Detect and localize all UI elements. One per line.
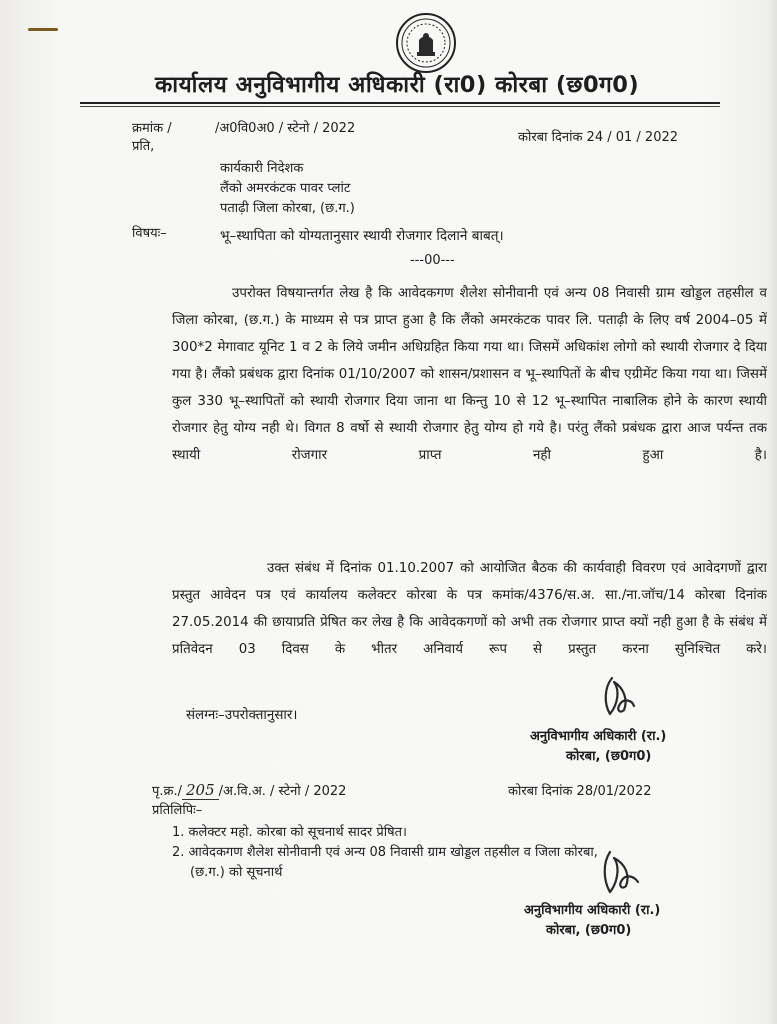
copy-reference — [152, 781, 346, 799]
handwritten-signature-icon — [598, 674, 638, 720]
copy-ref-suffix: /अ.वि.अ. / स्टेनो / 2022 — [218, 784, 347, 799]
signatory-place-2: कोरबा, (छ0ग0) — [546, 923, 632, 938]
signatory-designation-1: अनुविभागीय अधिकारी (रा.) — [530, 729, 667, 744]
subject-label: विषयः– — [132, 226, 167, 241]
body-paragraph-2 — [172, 555, 767, 695]
copy-item-2-cont: (छ.ग.) को सूचनार्थ — [190, 865, 283, 880]
government-emblem-icon — [395, 12, 457, 74]
copy-label: प्रतिलिपिः– — [152, 803, 203, 818]
copy-ref-prefix: पृ.क्र./ — [152, 784, 183, 799]
pen-mark — [28, 28, 58, 31]
recipient-line-2: लैंको अमरकंटक पावर प्लांट — [220, 181, 351, 196]
office-title: कार्यालय अनुविभागीय अधिकारी (रा0) कोरबा (छ0ग0) — [155, 72, 640, 98]
recipient-line-1: कार्यकारी निदेशक — [220, 161, 304, 176]
kramank-label: क्रमांक / — [132, 121, 172, 136]
header-divider — [80, 102, 720, 104]
copy-item-2: 2. आवेदकगण शैलेश सोनीवानी एवं अन्य 08 निवासी ग्राम खोड्डल तहसील व जिला कोरबा, — [172, 845, 598, 860]
prati-label: प्रति, — [132, 139, 155, 154]
copy-ref-number: 205 — [182, 781, 219, 800]
signatory-designation-2: अनुविभागीय अधिकारी (रा.) — [524, 903, 661, 918]
header-divider-thin — [80, 106, 720, 107]
enclosure: संलग्नः–उपरोक्तानुसार। — [186, 708, 298, 723]
copy-item-1: 1. कलेक्टर महो. कोरबा को सूचनार्थ सादर प्रेषित। — [172, 825, 407, 840]
separator: ---00--- — [410, 253, 455, 268]
page-edge-shadow — [767, 0, 777, 1024]
recipient-line-3: पताढ़ी जिला कोरबा, (छ.ग.) — [220, 201, 355, 216]
signatory-place-1: कोरबा, (छ0ग0) — [566, 749, 652, 764]
subject-text: भू–स्थापिता को योग्यतानुसार स्थायी रोजगार दिलाने बाबत्। — [220, 228, 504, 244]
letter-date: कोरबा दिनांक 24 / 01 / 2022 — [518, 130, 679, 145]
body-paragraph-2-text: उक्त संबंध में दिनांक 01.10.2007 को आयोजित बैठक की कार्यवाही विवरण एवं आवेदगणों द्वारा प्रस्तुत आवेदन पत्र एवं कार्यालय कलेक्टर कोरबा के पत्र कमांक/4376/स.अ. सा./ना.जॉच/14 कोरबा दिनांक 27.05.2014 की छायाप्रति प्रेषित कर लेख है कि आवेदकगणों को अभी तक रोजगार प्राप्त क्यों नही हुआ है के संबंध में प्रतिवेदन 03 दिवस के भीतर अनिवार्य रूप से प्रस्तुत करना सुनिश्चित करे। — [172, 561, 767, 657]
body-paragraph-1 — [172, 280, 767, 548]
letter-reference: /अ0वि0अ0 / स्टेनो / 2022 — [215, 121, 356, 136]
handwritten-signature-icon — [598, 848, 642, 898]
copy-date: कोरबा दिनांक 28/01/2022 — [508, 784, 652, 799]
body-paragraph-1-text: उपरोक्त विषयान्तर्गत लेख है कि आवेदकगण शैलेश सोनीवानी एवं अन्य 08 निवासी ग्राम खोड्डल तहसील व जिला कोरबा, (छ.ग.) के माध्यम से पत्र प्राप्त हुआ है कि लैंको अमरकंटक पावर लि. पताढ़ी के लिए वर्ष 2004–05 में 300*2 मेगावाट यूनिट 1 व 2 के लिये जमीन अधिग्रहित किया गया था। जिसमें अधिकांश लोगो को स्थायी रोजगार दे दिया गया है। लैंको प्रबंधक द्वारा दिनांक 01/10/2007 को शासन/प्रशासन व भू–स्थापितों के बीच एग्रीमेंट किया गया था। जिसमें कुल 330 भू–स्थापितों को स्थायी रोजगार दिया जाना था किन्तु 10 से 12 भू–स्थापित नाबालिक होने के कारण स्थायी रोजगार हेतु योग्य नही थे। विगत 8 वर्षो से स्थायी रोजगार हेतु योग्य हो गये है। परंतु लैंको प्रबंधक द्वारा आज पर्यन्त तक स्थायी रोजगार प्राप्त नही हुआ है। — [172, 286, 767, 463]
